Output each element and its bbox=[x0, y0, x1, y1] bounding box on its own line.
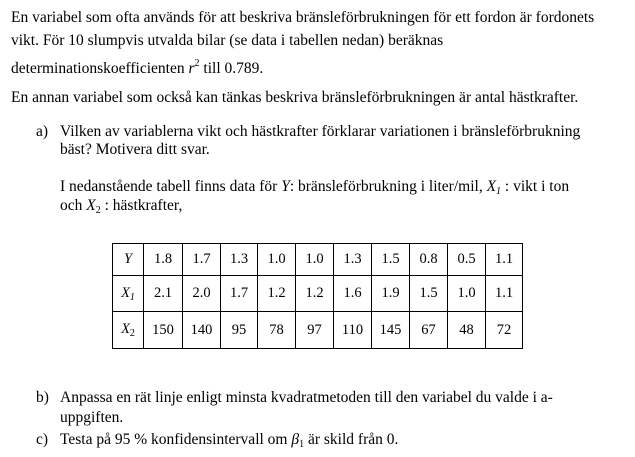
table-cell: 0.5 bbox=[448, 244, 486, 276]
table-row-x2 bbox=[113, 312, 523, 349]
question-c-pre: Testa på 95 % konfidensintervall om bbox=[60, 431, 288, 448]
table-cell: 1.3 bbox=[221, 244, 258, 276]
table-cell: 110 bbox=[334, 312, 372, 349]
table-cell: 1.1 bbox=[486, 244, 523, 276]
y-variable: Y bbox=[281, 178, 290, 195]
table-cell: 1.2 bbox=[296, 276, 334, 312]
table-intro-line-2 bbox=[60, 197, 182, 220]
table-cell: 1.7 bbox=[221, 276, 258, 312]
data-table bbox=[112, 243, 523, 349]
question-c-label: c) bbox=[36, 431, 49, 448]
table-cell: 2.0 bbox=[183, 276, 221, 312]
question-a-line-2: bäst? Motivera ditt svar. bbox=[60, 141, 210, 158]
row-label: $X_2$ bbox=[113, 312, 144, 349]
x2-variable: X bbox=[86, 197, 96, 214]
table-cell: 1.6 bbox=[334, 276, 372, 312]
beta-variable: β bbox=[291, 431, 300, 448]
table-intro-post: : vikt i ton bbox=[504, 178, 570, 195]
table-intro-pre: I nedanstående tabell finns data för bbox=[60, 178, 278, 195]
table-intro-l2-post: : hästkrafter, bbox=[104, 197, 183, 214]
table-cell: 48 bbox=[448, 312, 486, 349]
table-cell: 72 bbox=[486, 312, 523, 349]
table-cell: 145 bbox=[372, 312, 410, 349]
r-variable: r bbox=[188, 60, 195, 77]
table-cell: 1.0 bbox=[258, 244, 296, 276]
table-cell: 1.7 bbox=[183, 244, 221, 276]
table-cell: 1.3 bbox=[334, 244, 372, 276]
intro-line-2: vikt. För 10 slumpvis utvalda bilar (se data i tabellen nedan) beräknas bbox=[11, 32, 444, 49]
table-cell: 1.8 bbox=[144, 244, 183, 276]
table-row-y bbox=[113, 244, 523, 276]
x1-subscript: 1 bbox=[496, 186, 502, 197]
r-exponent: 2 bbox=[194, 58, 200, 69]
question-b-line-2: uppgiften. bbox=[60, 409, 124, 426]
table-cell: 2.1 bbox=[144, 276, 183, 312]
question-b-label: b) bbox=[36, 389, 49, 406]
table-cell: 0.8 bbox=[410, 244, 448, 276]
intro-line-3-pre: determinationskoefficienten bbox=[11, 60, 185, 77]
table-intro-och: och bbox=[60, 197, 83, 214]
table-intro-mid: : bränsleförbrukning i liter/mil, bbox=[289, 178, 483, 195]
question-a-line-1: Vilken av variablerna vikt och hästkrafter förklarar variationen i bränsleförbrukning bbox=[60, 123, 581, 140]
intro-line-1: En variabel som ofta används för att beskriva bränsleförbrukningen för ett fordon är fordonets bbox=[11, 9, 595, 26]
table-cell: 67 bbox=[410, 312, 448, 349]
table-row-x1 bbox=[113, 276, 523, 312]
paragraph-2: En annan variabel som också kan tänkas beskriva bränsleförbrukningen är antal hästkrafter. bbox=[11, 89, 579, 106]
table-cell: 78 bbox=[258, 312, 296, 349]
x2-subscript: 2 bbox=[95, 205, 101, 216]
question-b-line-1: Anpassa en rät linje enligt minsta kvadratmetoden till den variabel du valde i a- bbox=[60, 389, 553, 406]
table-cell: 95 bbox=[221, 312, 258, 349]
beta-subscript: 1 bbox=[299, 439, 305, 450]
table-cell: 1.0 bbox=[296, 244, 334, 276]
row-label: Y bbox=[113, 244, 144, 276]
x1-variable: X bbox=[486, 178, 497, 195]
table-cell: 97 bbox=[296, 312, 334, 349]
table-cell: 1.9 bbox=[372, 276, 410, 312]
question-c-line bbox=[60, 431, 398, 454]
row-label: $X_1$ bbox=[113, 276, 144, 312]
question-c-post: är skild från 0. bbox=[307, 431, 399, 448]
table-cell: 1.1 bbox=[486, 276, 523, 312]
intro-line-3 bbox=[11, 55, 263, 78]
table-cell: 1.5 bbox=[372, 244, 410, 276]
question-a-label: a) bbox=[36, 123, 49, 140]
table-cell: 150 bbox=[144, 312, 183, 349]
intro-line-3-post: till 0.789. bbox=[203, 60, 264, 77]
table-cell: 1.5 bbox=[410, 276, 448, 312]
table-cell: 140 bbox=[183, 312, 221, 349]
table-cell: 1.2 bbox=[258, 276, 296, 312]
table-cell: 1.0 bbox=[448, 276, 486, 312]
